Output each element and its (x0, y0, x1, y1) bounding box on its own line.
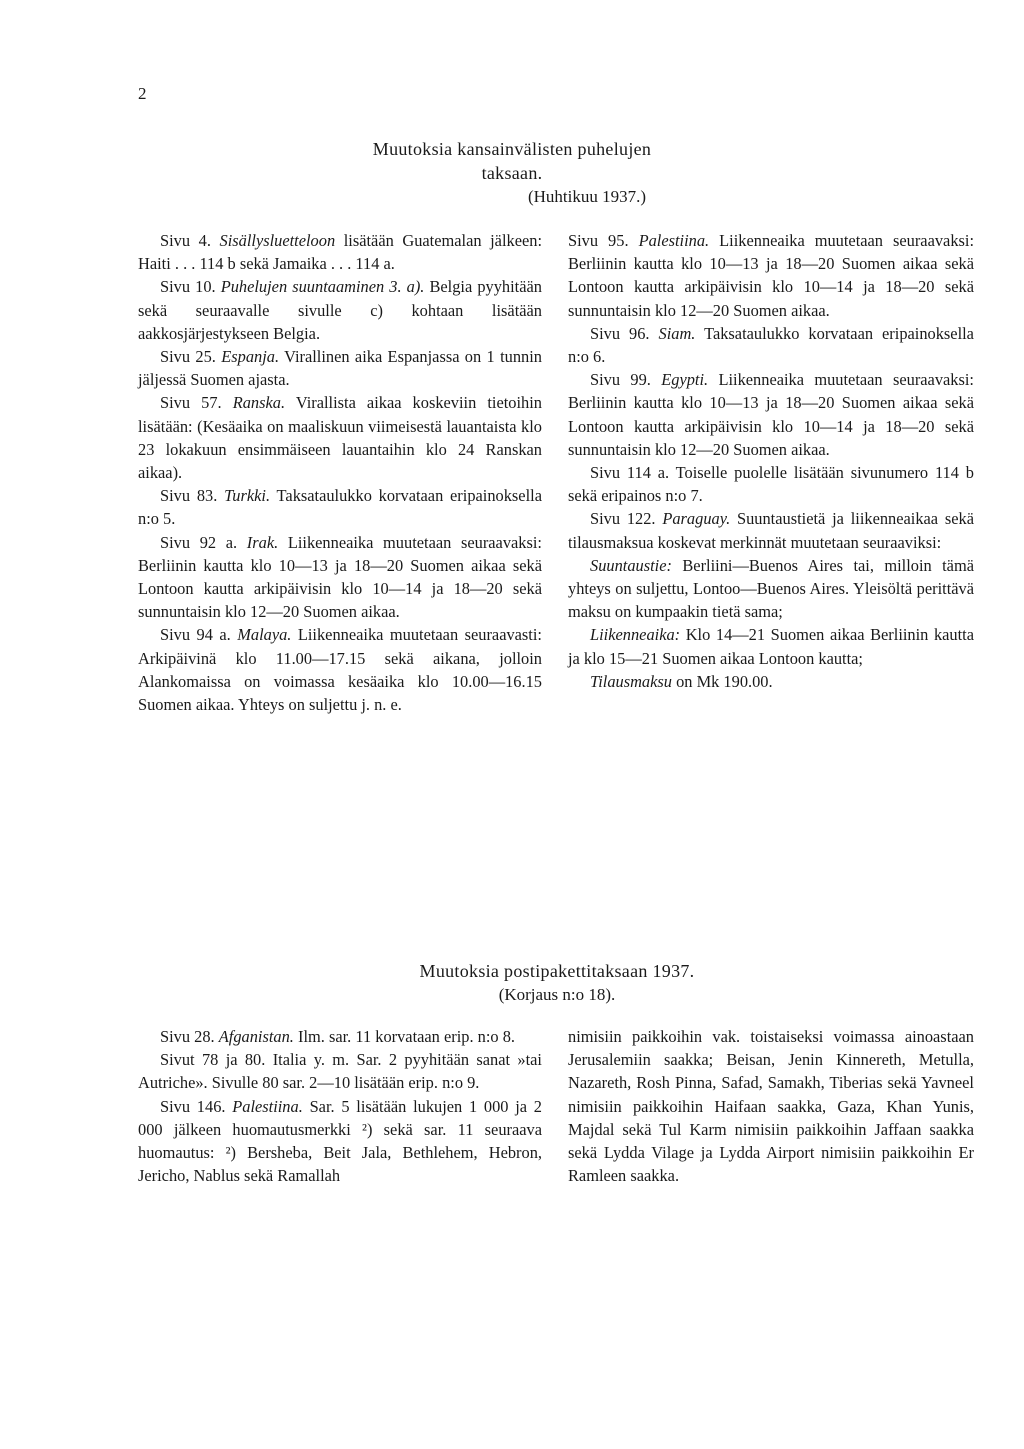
entry: Sivut 78 ja 80. Italia y. m. Sar. 2 pyyhitään sanat »tai Autriche». Sivulle 80 sar. 2—10 lisätään erip. n:o 9. (138, 1050, 542, 1093)
entry: Sivu 146. Palestiina. Sar. 5 lisätään lukujen 1 000 ja 2 000 jälkeen huomautusmerkki ²) sekä sar. 11 seuraava huomautus: ²) Bersheba, Beit Jala, Bethlehem, Hebron, Jericho, Nablus sekä Ramallah (138, 1096, 542, 1186)
entry: Sivu 4. Sisällysluetteloon lisätään Guatemalan jälkeen: Haiti . . . 114 b sekä Jamaika . . . 114 a. (138, 231, 542, 274)
entry: Sivu 57. Ranska. Virallista aikaa koskeviin tietoihin lisätään: (Kesäaika on maaliskuun viimeisestä lauantaista klo 23 lokakuun ensimmäiseen lauantaihin klo 24 Ranskan aikaa). (138, 393, 542, 483)
section2-right-column (568, 1025, 974, 1187)
section2-left-column (138, 1025, 542, 1187)
entry: Sivu 94 a. Malaya. Liikenneaika muutetaan seuraavasti: Arkipäivinä klo 11.00—17.15 sekä aikana, jolloin Alankomaissa on voimassa kesäaika klo 10.00—16.15 Suomen aikaa. Yhteys on suljettu j. n. e. (138, 625, 542, 715)
entry: Sivu 10. Puhelujen suuntaaminen 3. a). Belgia pyyhitään sekä seuraavalle sivulle c) kohtaan lisätään aakkosjärjestykseen Belgia. (138, 277, 542, 343)
entry: Sivu 28. Afganistan. Ilm. sar. 11 korvataan erip. n:o 8. (160, 1027, 515, 1046)
entry: Tilausmaksu on Mk 190.00. (590, 671, 773, 691)
section1-subtitle: (Huhtikuu 1937.) (527, 187, 647, 206)
page-number: 2 (138, 84, 147, 103)
entry: Suuntaustie: Berliini—Buenos Aires tai, milloin tämä yhteys on suljettu, Lontoo—Buenos Aires. Yleisöltä perittävä maksu on kumpaakin tietä sama; (568, 555, 974, 622)
continued-text: nimisiin paikkoihin vak. toistaiseksi voimassa ainoastaan Jerusalemiin saakka; Beisan, Jenin Kinnereth, Metulla, Nazareth, Rosh Pinna, Safad, Samakh, Tiberias sekä Yavneel nimisiin paikkoihin Haifaan saakka, Gaza, Khan Yunis, Majdal sekä Tul Karm nimisiin paikkoihin Jaffaan saakka sekä Lydda Vilage ja Lydda Airport nimisiin paikkoihin Er Ramleen saakka. (568, 1027, 974, 1186)
entry: Sivu 95. Palestiina. Liikenneaika muutetaan seuraavaksi: Berliinin kautta klo 10—13 ja 18—20 Suomen aikaa sekä Lontoon kautta arkipäivisin klo 10—14 ja 18—20 sekä sunnuntaisin klo 12—20 Suomen aikaa. (568, 231, 975, 320)
entry: Liikenneaika: Klo 14—21 Suomen aikaa Berliinin kautta ja klo 15—21 Suomen aikaa Lontoon kautta; (568, 625, 974, 668)
section2-title: Muutoksia postipakettitaksaan 1937. (419, 961, 695, 981)
entry: Sivu 114 a. Toiselle puolelle lisätään sivunumero 114 b sekä eripainos n:o 7. (568, 463, 974, 506)
entry: Sivu 96. Siam. Taksataulukko korvataan eripainoksella n:o 6. (568, 323, 974, 367)
entry: Sivu 99. Egypti. Liikenneaika muutetaan seuraavaksi: Berliinin kautta klo 10—13 ja 18—20 Suomen aikaa sekä Lontoon kautta arkipäivisin klo 10—14 ja 18—20 sekä sunnuntaisin klo 12—20 Suomen aikaa. (568, 370, 974, 459)
entry: Sivu 122. Paraguay. Suuntaustietä ja liikenneaikaa sekä tilausmaksua koskevat merkinnät muutetaan seuraaviksi: (568, 509, 974, 552)
section1-right-column (568, 229, 974, 693)
section1-title-line1: Muutoksia kansainvälisten puhelujen (372, 139, 652, 159)
section1-title-line2: taksaan. (481, 163, 543, 183)
entry: Sivu 25. Espanja. Virallinen aika Espanjassa on 1 tunnin jäljessä Suomen ajasta. (138, 347, 542, 390)
entry: Sivu 92 a. Irak. Liikenneaika muutetaan seuraavaksi: Berliinin kautta klo 10—13 ja 18—20 Suomen aikaa sekä Lontoon kautta arkipäivisin klo 10—14 ja 18—20 sekä sunnuntaisin klo 12—20 Suomen aikaa. (138, 532, 542, 622)
section1-left-column (138, 229, 542, 716)
section2-subtitle: (Korjaus n:o 18). (498, 985, 616, 1004)
entry: Sivu 83. Turkki. Taksataulukko korvataan eripainoksella n:o 5. (138, 486, 542, 529)
